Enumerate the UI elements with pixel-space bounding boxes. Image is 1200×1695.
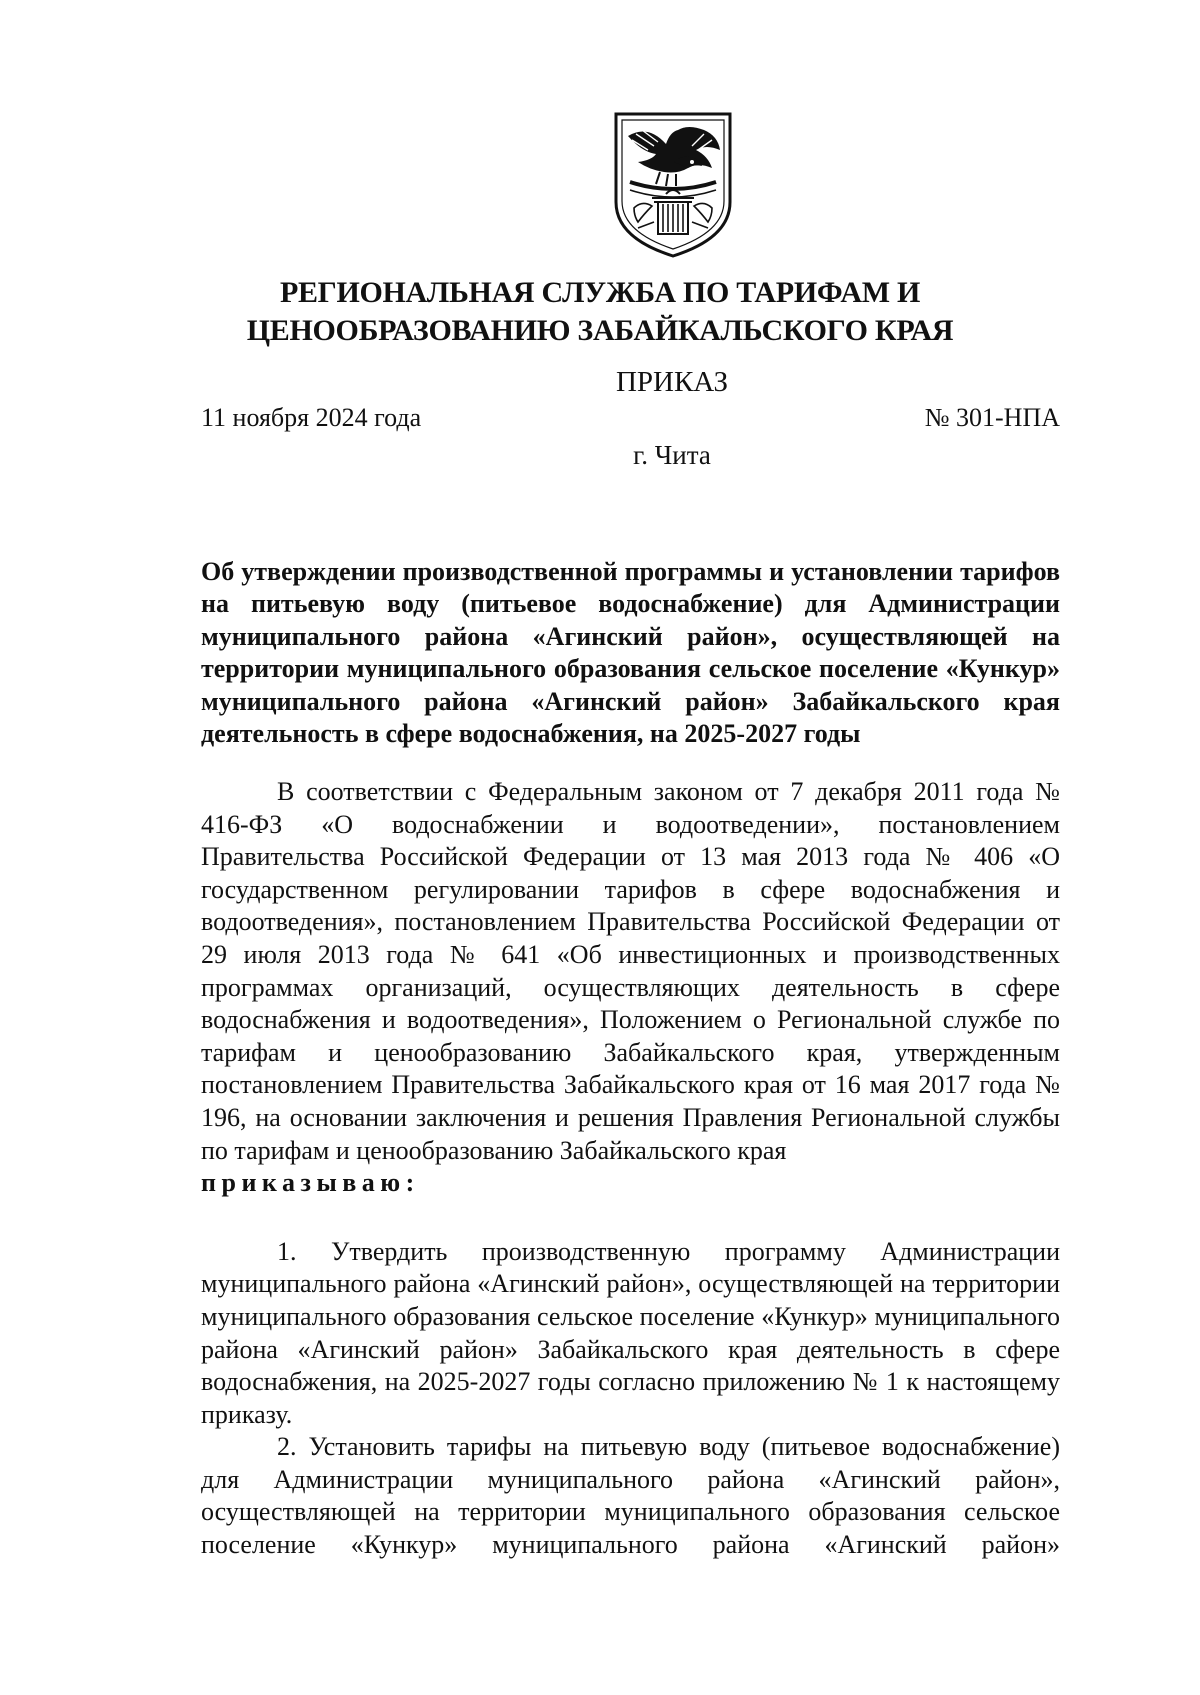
document-city: г. Чита	[633, 440, 711, 470]
document-subject-title: Об утверждении производственной программы и установлении тарифов на питьевую воду (питьевое водоснабжение) для Администрации муниципального района «Агинский район», осуществляющей на территории муниципального образования сельское поселение «Кункур» муниципального района «Агинский район» Забайкальского края деятельность в сфере водоснабжения, на 2025-2027 годы	[201, 557, 1060, 749]
document-body	[201, 776, 1060, 1562]
organization-title-line-2: ЦЕНООБРАЗОВАНИЮ ЗАБАЙКАЛЬСКОГО КРАЯ	[246, 314, 954, 347]
paragraph-spacer	[201, 1200, 1060, 1236]
organization-title-line-1: РЕГИОНАЛЬНАЯ СЛУЖБА ПО ТАРИФАМ И	[279, 276, 921, 309]
order-item-2: 2. Установить тарифы на питьевую воду (питьевое водоснабжение) для Администрации муниципального района «Агинский район», осуществляющей на территории муниципального образования сельское поселение «Кункур» муниципального района «Агинский район»	[201, 1432, 1060, 1560]
document-date: 11 ноября 2024 года	[201, 403, 422, 432]
coat-of-arms-emblem-icon	[608, 110, 738, 262]
document-type: ПРИКАЗ	[615, 366, 729, 398]
order-item-1: 1. Утвердить производственную программу Администрации муниципального района «Агинский район», осуществляющей на территории муниципального образования сельское поселение «Кункур» муниципального района «Агинский район» Забайкальского края деятельность в сфере водоснабжения, на 2025-2027 годы согласно приложению № 1 к настоящему приказу.	[201, 1236, 1060, 1429]
preamble-paragraph: В соответствии с Федеральным законом от 7 декабря 2011 года № 416-ФЗ «О водоснабжении и водоотведении», постановлением Правительства Российской Федерации от 13 мая 2013 года № 406 «О государственном регулировании тарифов в сфере водоснабжения и водоотведения», постановлением Правительства Российской Федерации от 29 июля 2013 года № 641 «Об инвестиционных и производственных программах организаций, осуществляющих деятельность в сфере водоснабжения и водоотведения», Положением о Региональной службе по тарифам и ценообразованию Забайкальского края, утвержденным постановлением Правительства Забайкальского края от 16 мая 2017 года № 196, на основании заключения и решения Правления Региональной службы по тарифам и ценообразованию Забайкальского края	[201, 777, 1060, 1165]
order-word: приказываю:	[201, 1168, 420, 1198]
document-number: № 301-НПА	[924, 403, 1060, 432]
organization-title	[200, 274, 1000, 350]
